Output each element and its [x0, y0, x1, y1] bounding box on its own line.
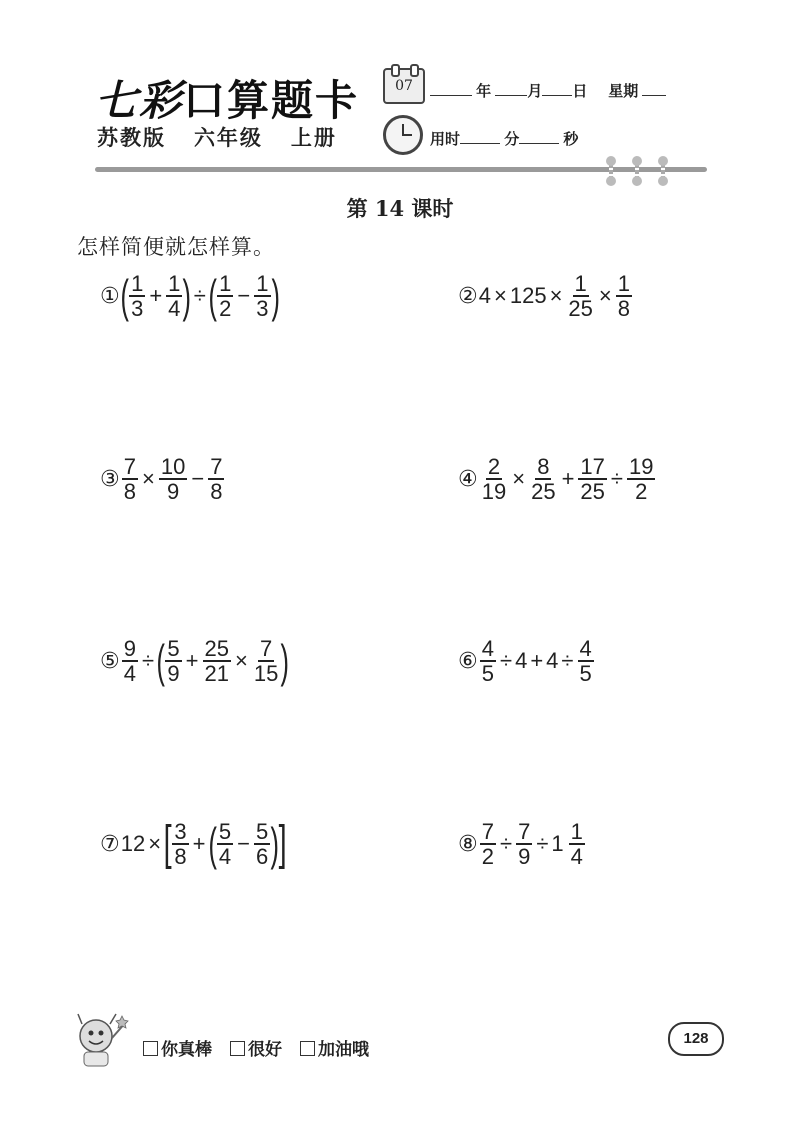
operator: ÷ [610, 466, 623, 492]
problem-number: ② [458, 283, 478, 309]
time-used-label: 用时 [430, 131, 461, 148]
fraction: $\frac{10}{9}$ [160, 454, 186, 505]
year-blank[interactable] [430, 81, 472, 96]
problem-1 [100, 270, 280, 323]
number: 125 [509, 283, 547, 309]
fraction: $\frac{7}{2}$ [481, 819, 494, 870]
week-label: 星期 [608, 83, 639, 100]
seconds-blank[interactable] [519, 129, 559, 144]
brand-name: 口算题卡 [183, 76, 360, 125]
operator: ÷ [499, 648, 513, 674]
fraction: $\frac{5}{4}$ [218, 819, 232, 870]
problem-4 [458, 455, 656, 503]
mascot-icon [70, 1008, 132, 1070]
problem-number: ⑦ [100, 831, 120, 857]
number: 12 [120, 831, 146, 857]
fraction: $\frac{1}{2}$ [219, 271, 232, 322]
operator: ÷ [499, 831, 513, 857]
problem-number: ④ [458, 466, 478, 492]
header-divider [95, 167, 707, 172]
left-paren: ( [120, 270, 129, 323]
fraction: $\frac{1}{3}$ [256, 271, 269, 322]
minutes-label: 分 [504, 131, 520, 148]
brand-logo-text: 七彩 [95, 76, 184, 125]
option-keep-going[interactable]: 加油哦 [300, 1035, 369, 1060]
problem-number: ⑤ [100, 648, 120, 674]
right-paren: ) [280, 635, 290, 688]
month-label: 月 [527, 83, 543, 100]
fraction: $\frac{5}{6}$ [255, 819, 269, 870]
edition: 苏教版 [97, 126, 166, 150]
month-blank[interactable] [495, 81, 527, 96]
operator: ÷ [193, 283, 206, 309]
calendar-icon [383, 68, 425, 104]
operator: ÷ [561, 648, 574, 674]
time-line [430, 128, 578, 149]
operator: − [191, 466, 205, 492]
number: 4 [478, 283, 491, 309]
operator: × [234, 648, 248, 674]
clock-icon [383, 115, 423, 155]
operator: + [185, 648, 199, 674]
fraction: $\frac{25}{21}$ [204, 636, 229, 687]
fraction: $\frac{4}{5}$ [481, 636, 494, 687]
option-good[interactable]: 很好 [230, 1035, 282, 1060]
self-evaluation [143, 1035, 369, 1060]
operator: − [237, 283, 251, 309]
checkbox-icon[interactable] [230, 1041, 245, 1056]
ring-binder-icon [609, 158, 613, 184]
fraction: $\frac{4}{5}$ [579, 636, 592, 687]
volume: 上册 [290, 126, 337, 150]
fraction: $\frac{17}{25}$ [580, 454, 605, 505]
fraction: $\frac{8}{25}$ [531, 454, 556, 505]
operator: + [530, 648, 544, 674]
fraction: $\frac{9}{4}$ [123, 636, 136, 687]
problem-8 [458, 820, 586, 868]
problem-7 [100, 817, 287, 871]
calendar-day: 07 [395, 78, 413, 94]
problem-6 [458, 637, 595, 685]
number: 4 [546, 648, 559, 674]
fraction: $\frac{5}{9}$ [167, 636, 180, 687]
operator: × [141, 466, 155, 492]
day-blank[interactable] [542, 81, 572, 96]
problem-2 [458, 272, 633, 320]
fraction: $\frac{7}{8}$ [123, 454, 136, 505]
operator: + [192, 831, 206, 857]
fraction: $\frac{1}{25}$ [568, 271, 593, 322]
checkbox-icon[interactable] [300, 1041, 315, 1056]
fraction: $\frac{2}{19}$ [481, 454, 507, 505]
left-paren: ( [207, 818, 217, 871]
fraction: $\frac{1}{4}$ [570, 819, 583, 870]
option-great[interactable]: 你真棒 [143, 1035, 212, 1060]
operator: × [598, 283, 612, 309]
whole-number: 1 [551, 831, 564, 857]
operator: × [148, 831, 162, 857]
problem-5 [100, 635, 290, 688]
right-paren: ) [270, 818, 280, 871]
edition-line [97, 122, 337, 152]
problem-number: ⑥ [458, 648, 478, 674]
fraction: $\frac{19}{2}$ [628, 454, 654, 505]
lesson-title: 第 14 课时 [346, 196, 454, 221]
grade: 六年级 [193, 126, 263, 150]
seconds-label: 秒 [563, 131, 579, 148]
left-bracket: [ [163, 817, 172, 871]
date-line [430, 80, 666, 101]
left-paren: ( [208, 270, 217, 323]
ring-binder-icon [635, 158, 639, 184]
fraction: $\frac{3}{8}$ [174, 819, 187, 870]
operator: − [237, 831, 250, 857]
operator: × [512, 466, 526, 492]
year-label: 年 [476, 83, 492, 100]
problem-number: ③ [100, 466, 120, 492]
operator: + [561, 466, 575, 492]
week-blank[interactable] [642, 81, 666, 96]
fraction: $\frac{7}{9}$ [518, 819, 531, 870]
operator: + [149, 283, 163, 309]
fraction: $\frac{7}{8}$ [210, 454, 223, 505]
fraction: $\frac{1}{3}$ [131, 271, 144, 322]
operator: ÷ [536, 831, 549, 857]
day-label: 日 [572, 83, 588, 100]
problem-number: ① [100, 283, 120, 309]
number: 4 [515, 648, 528, 674]
instruction: 怎样简便就怎样算。 [77, 236, 275, 259]
problem-3 [100, 455, 225, 503]
operator: ÷ [141, 648, 155, 674]
fraction: $\frac{1}{4}$ [168, 271, 181, 322]
checkbox-icon[interactable] [143, 1041, 158, 1056]
right-paren: ) [182, 270, 192, 323]
right-paren: ) [270, 270, 280, 323]
fraction: $\frac{1}{8}$ [617, 271, 631, 322]
brand-title [95, 68, 359, 128]
operator: × [493, 283, 507, 309]
right-bracket: ] [278, 817, 287, 871]
problem-number: ⑧ [458, 831, 478, 857]
fraction: $\frac{7}{15}$ [253, 636, 279, 687]
page-number: 128 [668, 1022, 724, 1056]
operator: × [549, 283, 563, 309]
minutes-blank[interactable] [460, 129, 500, 144]
ring-binder-icon [661, 158, 665, 184]
left-paren: ( [156, 635, 165, 688]
